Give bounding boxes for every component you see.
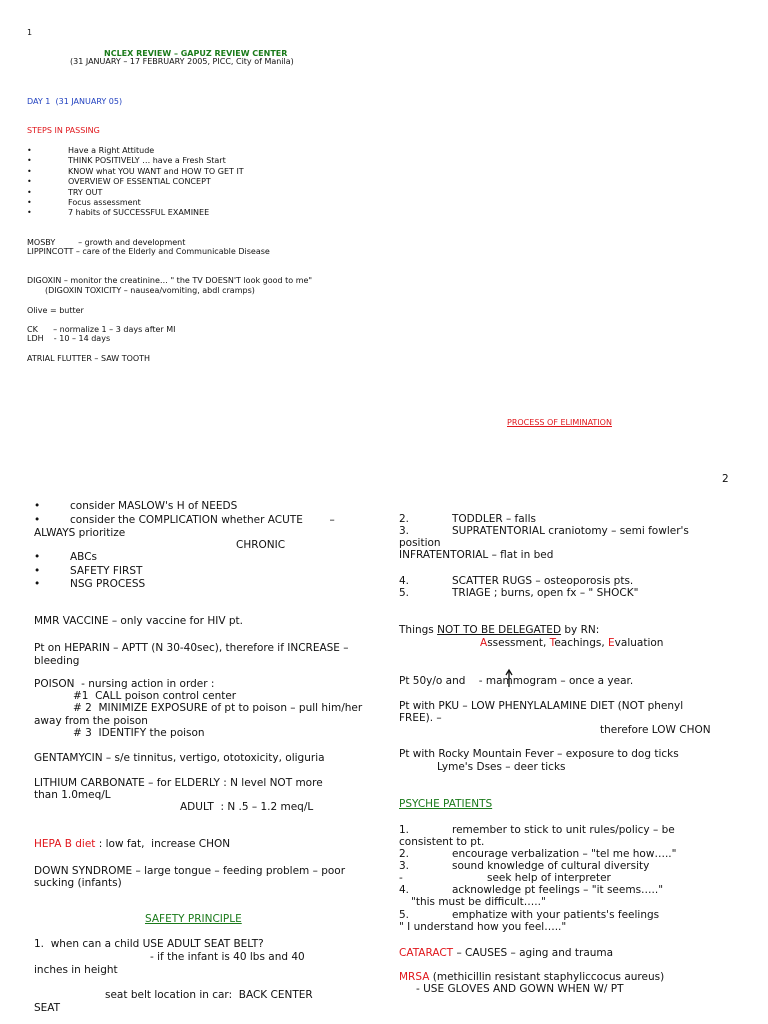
mrsa-label: MRSA <box>399 971 430 983</box>
page-number-2: 2 <box>722 473 729 485</box>
gentamycin-line: GENTAMYCIN – s/e tinnitus, vertigo, ototoxicity, oliguria <box>34 752 325 764</box>
mammogram-line: Pt 50y/o and - mammogram – once a year. <box>399 675 634 687</box>
digoxin-line: DIGOXIN – monitor the creatinine… " the TV DOESN'T look good to me" <box>27 276 313 285</box>
list-item: 4. <box>399 575 410 587</box>
list-item: 2. <box>399 848 410 860</box>
list-item: 4. <box>399 884 410 896</box>
poison-step-2: # 2 MINIMIZE EXPOSURE of pt to poison – pull him/her <box>73 702 363 714</box>
ldh-line: LDH - 10 – 14 days <box>27 334 111 343</box>
list-item: sound knowledge of cultural diversity <box>452 860 650 872</box>
poison-step-2b: away from the poison <box>34 715 148 727</box>
mrsa-line-2: - USE GLOVES AND GOWN WHEN W/ PT <box>416 983 624 995</box>
seat-location: seat belt location in car: BACK CENTER <box>105 989 313 1001</box>
supratentorial-line-2: position <box>399 537 441 549</box>
scatter-rugs-line: SCATTER RUGS – osteoporosis pts. <box>452 575 634 587</box>
lithium-adult: ADULT : N .5 – 1.2 meq/L <box>180 801 314 813</box>
list-item: 3. <box>399 525 410 537</box>
list-item: • 7 habits of SUCCESSFUL EXAMINEE <box>27 208 210 218</box>
list-item: 5. <box>399 587 410 599</box>
list-item: emphatize with your patients's feelings <box>452 909 660 921</box>
mosby-line: MOSBY – growth and development <box>27 238 186 247</box>
lyme-line: Lyme's Dses – deer ticks <box>437 761 566 773</box>
lithium-line-2: than 1.0meq/L <box>34 789 111 801</box>
list-item: "this must be difficult….." <box>411 896 546 908</box>
list-item: • ABCs <box>34 551 98 563</box>
list-item: " I understand how you feel….." <box>399 921 567 933</box>
digoxin-toxicity-line: (DIGOXIN TOXICITY – nausea/vomiting, abdl cramps) <box>45 286 255 295</box>
list-item: • SAFETY FIRST <box>34 564 143 577</box>
steps-list <box>27 146 244 219</box>
priorities-list <box>34 551 145 592</box>
heparin-line: Pt on HEPARIN – APTT (N 30-40sec), therefore if INCREASE – <box>34 642 349 654</box>
olive-line: Olive = butter <box>27 306 84 315</box>
pku-line-3: therefore LOW CHON <box>600 724 711 736</box>
list-item: • NSG PROCESS <box>34 578 146 590</box>
doc-subtitle: (31 JANUARY – 17 FEBRUARY 2005, PICC, City of Manila) <box>70 57 294 66</box>
mmr-line: MMR VACCINE – only vaccine for HIV pt. <box>34 615 243 627</box>
supratentorial-line: SUPRATENTORIAL craniotomy – semi fowler's <box>452 525 689 537</box>
always-prioritize: ALWAYS prioritize <box>34 527 126 539</box>
list-item: acknowledge pt feelings – "it seems….." <box>452 884 664 896</box>
list-item: encourage verbalization – "tel me how….." <box>452 848 677 860</box>
seat-answer-2: inches in height <box>34 964 118 976</box>
infratentorial-line: INFRATENTORIAL – flat in bed <box>399 549 554 561</box>
list-item: - <box>399 872 403 884</box>
psyche-heading: PSYCHE PATIENTS <box>399 798 493 810</box>
process-elimination-link: PROCESS OF ELIMINATION <box>507 418 612 427</box>
cataract-line: CATARACT – CAUSES – aging and trauma <box>399 947 614 959</box>
list-item: • consider MASLOW's H of NEEDS <box>34 500 238 512</box>
list-item: 3. <box>399 860 410 872</box>
list-item: consistent to pt. <box>399 836 485 848</box>
delegation-heading: Things NOT TO BE DELEGATED by RN: <box>399 624 600 636</box>
hepa-b-line: HEPA B diet : low fat, increase CHON <box>34 838 231 850</box>
list-item: 1. <box>399 824 410 836</box>
list-item: 5. <box>399 909 410 921</box>
down-syndrome-line: DOWN SYNDROME – large tongue – feeding problem – poor <box>34 865 346 877</box>
list-item: remember to stick to unit rules/policy – be <box>452 824 675 836</box>
list-item: • TRY OUT <box>27 187 103 197</box>
seat-location-2: SEAT <box>34 1002 61 1014</box>
day-heading: DAY 1 (31 JANUARY 05) <box>27 97 123 106</box>
chronic-label: CHRONIC <box>236 539 286 551</box>
poison-heading: POISON - nursing action in order : <box>34 678 215 690</box>
mrsa-line: MRSA (methicillin resistant staphyliccocus aureus) <box>399 971 665 983</box>
up-arrow-icon <box>505 668 513 688</box>
list-item: seek help of interpreter <box>487 872 611 884</box>
list-item: • KNOW what YOU WANT and HOW TO GET IT <box>27 166 244 176</box>
poison-step-3: # 3 IDENTIFY the poison <box>73 727 205 739</box>
doc-title: NCLEX REVIEW – GAPUZ REVIEW CENTER <box>104 49 288 58</box>
list-item: 2. <box>399 513 410 525</box>
pku-line: Pt with PKU – LOW PHENYLALAMINE DIET (NOT phenyl <box>399 700 684 712</box>
list-item: • Have a Right Attitude <box>27 146 155 155</box>
list-item: • OVERVIEW OF ESSENTIAL CONCEPT <box>27 177 211 187</box>
rocky-line: Pt with Rocky Mountain Fever – exposure to dog ticks <box>399 748 679 760</box>
ck-line: CK – normalize 1 – 3 days after MI <box>27 325 176 334</box>
lithium-line: LITHIUM CARBONATE – for ELDERLY : N level NOT more <box>34 777 323 789</box>
pku-line-2: FREE). – <box>399 712 442 724</box>
safety-heading: SAFETY PRINCIPLE <box>145 913 242 925</box>
maslow-list <box>34 500 335 527</box>
delegation-items: Assessment, Teachings, Evaluation <box>480 637 664 649</box>
hepa-b-label: HEPA B diet <box>34 838 96 850</box>
toddler-line: TODDLER – falls <box>452 513 536 525</box>
list-item: • Focus assessment <box>27 197 141 207</box>
seat-question: 1. when can a child USE ADULT SEAT BELT? <box>34 938 264 950</box>
cataract-label: CATARACT <box>399 947 454 959</box>
page-number-1: 1 <box>27 28 33 37</box>
lippincott-line: LIPPINCOTT – care of the Elderly and Communicable Disease <box>27 247 270 256</box>
list-item: • THINK POSITIVELY … have a Fresh Start <box>27 156 226 166</box>
heparin-line-2: bleeding <box>34 655 80 667</box>
triage-line: TRIAGE ; burns, open fx – " SHOCK" <box>452 587 639 599</box>
seat-answer: - if the infant is 40 lbs and 40 <box>150 951 305 963</box>
down-syndrome-line-2: sucking (infants) <box>34 877 122 889</box>
steps-heading: STEPS IN PASSING <box>27 126 100 135</box>
poison-step-1: #1 CALL poison control center <box>73 690 237 702</box>
list-item: • consider the COMPLICATION whether ACUTE – <box>34 514 335 526</box>
atrial-flutter-line: ATRIAL FLUTTER – SAW TOOTH <box>27 354 151 363</box>
